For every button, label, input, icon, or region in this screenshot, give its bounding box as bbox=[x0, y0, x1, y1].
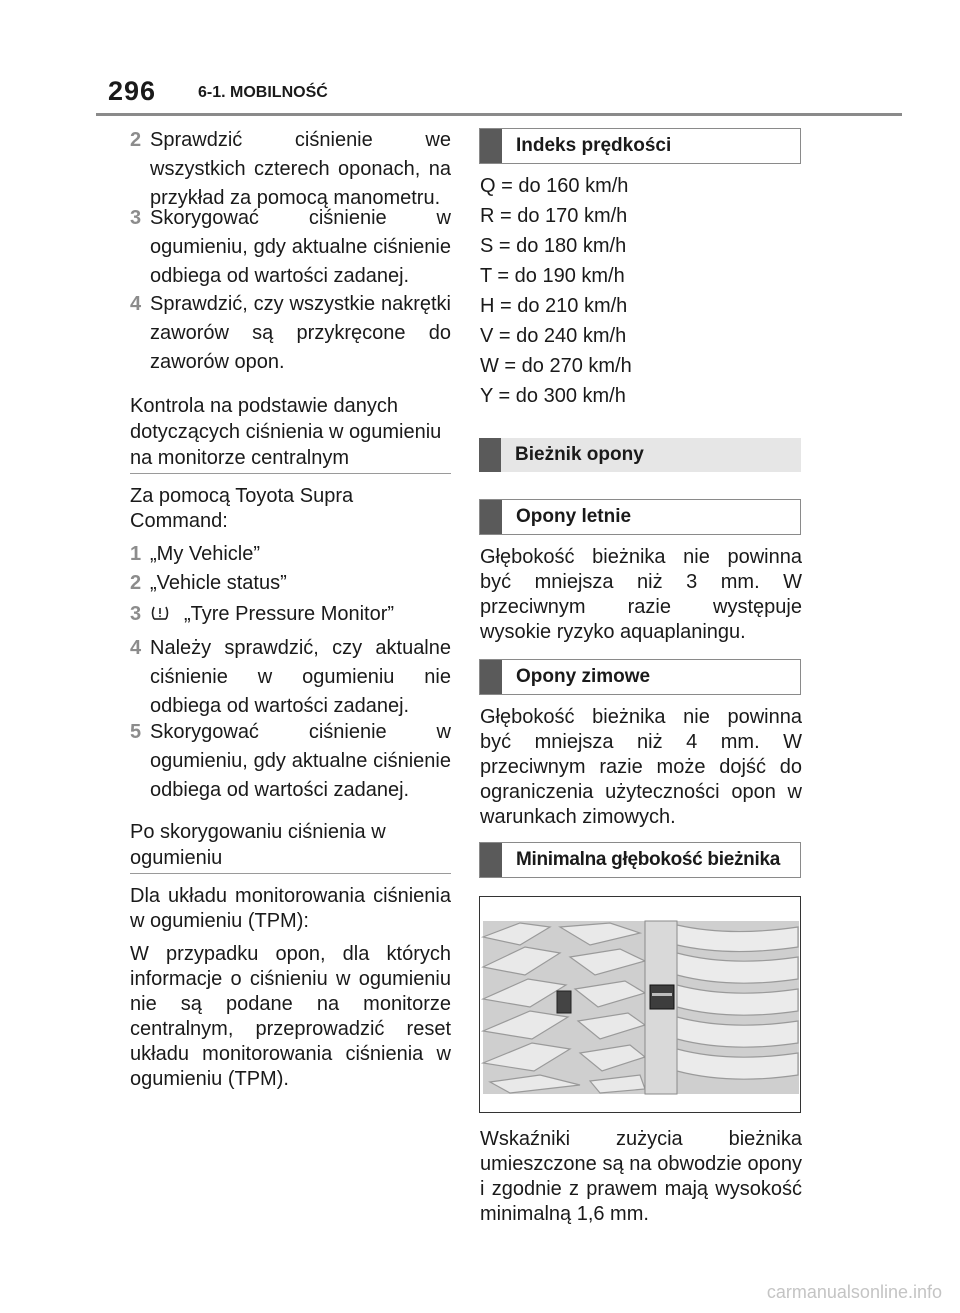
page-number: 296 bbox=[108, 76, 157, 106]
header-rule bbox=[96, 113, 902, 116]
heading-bar bbox=[480, 843, 502, 877]
tpm-reset-paragraph: W przypadku opon, dla których informacje o ciśnieniu w ogumieniu nie są podane na monitorze centralnym, przeprowadzić reset układu monitorowania ciśnienia w ogumieniu (TPM). bbox=[130, 943, 451, 1090]
list-item bbox=[130, 290, 451, 377]
heading-label: Minimalna głębokość bieżnika bbox=[516, 849, 781, 870]
subheading-central-monitor: Kontrola na podstawie danych dotyczących ciśnienia w ogumieniu na monitorze centralnym bbox=[130, 393, 451, 474]
tyre-pressure-warning-icon bbox=[150, 602, 170, 620]
speed-row: T = do 190 km/h bbox=[480, 265, 625, 287]
step-text: Skorygować ciśnienie w ogumieniu, gdy aktualne ciśnienie odbiega od wartości zadanej. bbox=[150, 207, 451, 287]
section-title: 6-1. MOBILNOŚĆ bbox=[198, 84, 328, 101]
heading-label: Bieżnik opony bbox=[515, 444, 644, 465]
tread-wear-indicator-figure bbox=[479, 896, 801, 1113]
heading-bar bbox=[479, 438, 501, 472]
wear-indicator-mark bbox=[557, 991, 571, 1013]
step-text: „Vehicle status” bbox=[150, 572, 287, 594]
wear-indicator-mark bbox=[650, 985, 674, 1009]
speed-row: Y = do 300 km/h bbox=[480, 385, 626, 407]
subheading-after-correction bbox=[130, 819, 451, 874]
list-item bbox=[130, 634, 451, 721]
winter-tyres-text: Głębokość bieżnika nie powinna być mniejsza niż 4 mm. W przeciwnym razie może dojść do ograniczenia użyteczności opon w warunkach zimowych. bbox=[480, 706, 802, 828]
step-number: 2 bbox=[130, 129, 142, 151]
heading-winter-tyres bbox=[479, 659, 801, 695]
watermark-text: carmanualsonline.info bbox=[766, 1282, 942, 1302]
step-text: „Tyre Pressure Monitor” bbox=[184, 603, 395, 625]
speed-row: V = do 240 km/h bbox=[480, 325, 627, 347]
heading-bar bbox=[480, 660, 502, 694]
heading-bar bbox=[480, 500, 502, 534]
speed-row: S = do 180 km/h bbox=[480, 235, 627, 257]
step-text: Sprawdzić, czy wszystkie nakrętki zaworów są przykręcone do zaworów opon. bbox=[150, 293, 451, 373]
step-number: 4 bbox=[130, 293, 142, 315]
list-item bbox=[130, 126, 451, 213]
summer-tyres-text: Głębokość bieżnika nie powinna być mniejsza niż 3 mm. W przeciwnym razie występuje wysokie ryzyko aquaplaningu. bbox=[480, 546, 802, 643]
subheading-text: Po skorygowaniu ciśnienia w ogumieniu bbox=[130, 821, 386, 869]
speed-row: Q = do 160 km/h bbox=[480, 175, 629, 197]
step-number: 3 bbox=[130, 207, 142, 229]
list-item bbox=[130, 569, 451, 598]
step-text: Należy sprawdzić, czy aktualne ciśnienie w ogumieniu nie odbiega od wartości zadanej. bbox=[150, 637, 451, 717]
tpm-intro-paragraph: Dla układu monitorowania ciśnienia w ogumieniu (TPM): bbox=[130, 885, 451, 932]
list-item bbox=[130, 204, 451, 291]
heading-bar bbox=[480, 129, 502, 163]
step-number: 5 bbox=[130, 721, 142, 743]
step-number: 1 bbox=[130, 543, 142, 565]
heading-label: Opony letnie bbox=[516, 506, 632, 527]
step-number: 3 bbox=[130, 603, 142, 625]
speed-row: H = do 210 km/h bbox=[480, 295, 628, 317]
heading-label: Opony zimowe bbox=[516, 666, 651, 687]
figure-caption: Wskaźniki zużycia bieżnika umieszczone są na obwodzie opony i zgodnie z prawem mają wysokość minimalną 1,6 mm. bbox=[480, 1128, 802, 1225]
heading-speed-index bbox=[479, 128, 801, 164]
heading-tread bbox=[479, 438, 801, 472]
step-text: „My Vehicle” bbox=[150, 543, 261, 565]
heading-summer-tyres bbox=[479, 499, 801, 535]
heading-label: Indeks prędkości bbox=[516, 135, 672, 156]
list-item bbox=[130, 540, 451, 569]
speed-row: R = do 170 km/h bbox=[480, 205, 628, 227]
list-item bbox=[130, 600, 451, 629]
step-number: 4 bbox=[130, 637, 142, 659]
tyre-tread-illustration bbox=[480, 897, 800, 1112]
intro-text: Za pomocą Toyota Supra Command: bbox=[130, 485, 354, 532]
heading-min-tread-depth bbox=[479, 842, 801, 878]
list-item bbox=[130, 718, 451, 805]
speed-row: W = do 270 km/h bbox=[480, 355, 632, 377]
step-text: Sprawdzić ciśnienie we wszystkich czterech oponach, na przykład za pomocą manometru. bbox=[150, 129, 451, 209]
step-number: 2 bbox=[130, 572, 142, 594]
step-text: Skorygować ciśnienie w ogumieniu, gdy aktualne ciśnienie odbiega od wartości zadanej. bbox=[150, 721, 451, 801]
